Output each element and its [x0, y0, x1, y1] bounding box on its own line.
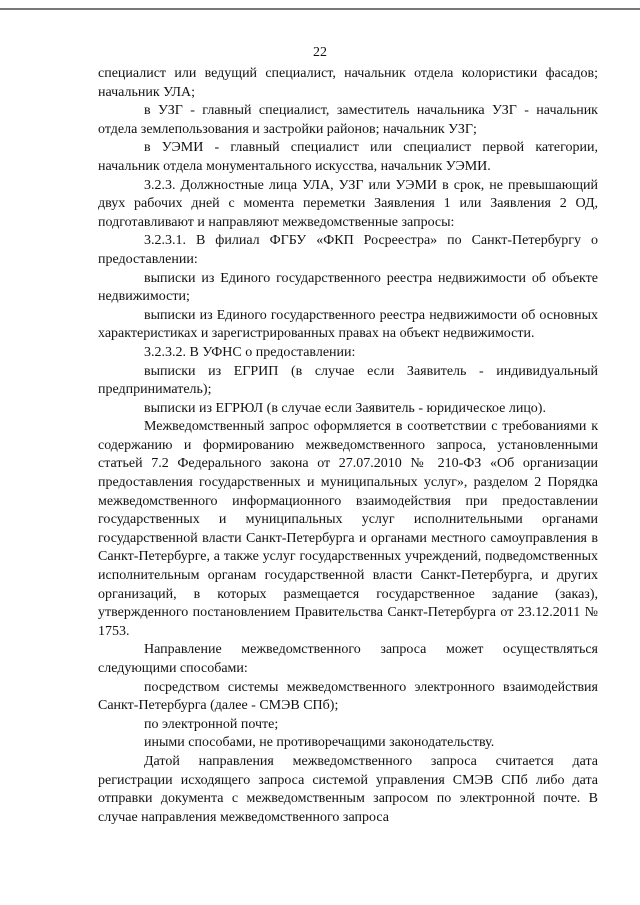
- paragraph-email: по электронной почте;: [144, 716, 279, 732]
- paragraph-3-2-3: 3.2.3. Должностные лица УЛА, УЗГ или УЭМИ в срок, не превышающий двух рабочих дней с момента переметки Заявления 1 или Заявления 2 ОД, подготавливают и направляют межведомственные запросы:: [98, 177, 598, 230]
- paragraph-request-date: Датой направления межведомственного запроса считается дата регистрации исходящего запроса системой управления СМЭВ СПб либо дата отправки документа с межведомственным запросом по электронной почте. В случае направления межведомственного запроса: [98, 753, 598, 825]
- paragraph-egrn-object: выписки из Единого государственного реестра недвижимости об объекте недвижимости;: [98, 270, 598, 305]
- paragraph-uzg: в УЗГ - главный специалист, заместитель начальника УЗГ - начальник отдела землепользования и застройки районов; начальник УЗГ;: [98, 103, 598, 137]
- page-number: 22: [313, 45, 327, 60]
- paragraph-other-methods: иными способами, не противоречащими законодательству.: [144, 735, 495, 751]
- paragraph-3-2-3-1: 3.2.3.1. В филиал ФГБУ «ФКП Росреестра» по Санкт-Петербургу о предоставлении:: [98, 233, 598, 267]
- paragraph-uemi: в УЭМИ - главный специалист или специалист первой категории, начальник отдела монументального искусства, начальник УЭМИ.: [98, 140, 598, 174]
- paragraph-interagency-request: Межведомственный запрос оформляется в соответствии с требованиями к содержанию и формированию межведомственного запроса, установленными статьей 7.2 Федерального закона от 27.07.2010 № 210-ФЗ «Об организации предоставления государственных и муниципальных услуг», разделом 2 Порядка межведомственного информационного взаимодействия при предоставлении государственных и муниципальных услуг исполнительными органами государственной власти Санкт-Петербурга и органами местного самоуправления в Санкт-Петербурге, а также услуг государственных учреждений, подведомственных исполнительным органам государственной власти Санкт-Петербурга, и других организаций, в которых размещается государственное задание (заказ), утвержденного постановлением Правительства Санкт-Петербурга от 23.12.2011 № 1753.: [98, 419, 598, 639]
- paragraph-egrul: выписки из ЕГРЮЛ (в случае если Заявитель - юридическое лицо).: [144, 400, 546, 416]
- document-body: [98, 65, 598, 827]
- scan-edge-line: [0, 8, 640, 10]
- paragraph-request-methods: Направление межведомственного запроса может осуществляться следующими способами:: [98, 642, 598, 676]
- paragraph-smev: посредством системы межведомственного электронного взаимодействия Санкт-Петербурга (далее - СМЭВ СПб);: [98, 679, 598, 714]
- paragraph-continuation: специалист или ведущий специалист, начальник отдела колористики фасадов; начальник УЛА;: [98, 66, 598, 100]
- paragraph-3-2-3-2: 3.2.3.2. В УФНС о предоставлении:: [144, 344, 356, 360]
- paragraph-egrn-characteristics: выписки из Единого государственного реестра недвижимости об основных характеристиках и зарегистрированных правах на объект недвижимости.: [98, 307, 598, 342]
- paragraph-egrip: выписки из ЕГРИП (в случае если Заявитель - индивидуальный предприниматель);: [98, 363, 598, 398]
